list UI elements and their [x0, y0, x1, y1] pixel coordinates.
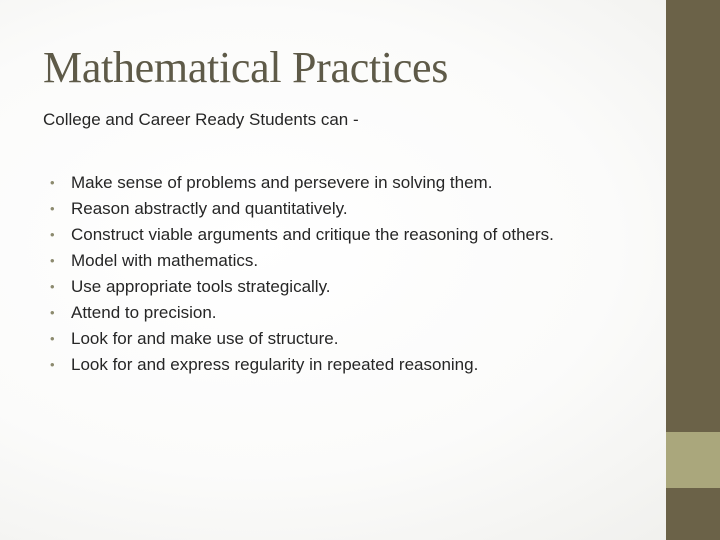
bullet-item	[50, 222, 610, 248]
bullet-text: Look for and make use of structure.	[71, 329, 339, 348]
bullet-dot: •	[50, 331, 55, 346]
bullet-text: Model with mathematics.	[71, 251, 259, 270]
bullet-text: Attend to precision.	[71, 303, 217, 322]
bullet-text: Reason abstractly and quantitatively.	[71, 199, 348, 218]
bullet-text: Make sense of problems and persevere in solving them.	[71, 173, 493, 192]
side-bar-bottom-band	[666, 488, 720, 540]
slide-title: Mathematical Practices	[43, 43, 449, 92]
bullet-dot: •	[50, 175, 55, 190]
side-bar-accent-band	[666, 432, 720, 488]
bullet-dot: •	[50, 305, 55, 320]
bullet-dot: •	[50, 227, 55, 242]
bullet-item	[50, 248, 610, 274]
slide-subtitle: College and Career Ready Students can -	[43, 110, 359, 129]
bullet-list	[50, 170, 610, 378]
bullet-item	[50, 196, 610, 222]
bullet-dot: •	[50, 279, 55, 294]
bullet-item	[50, 352, 610, 378]
bullet-item	[50, 300, 610, 326]
bullet-item	[50, 274, 610, 300]
bullet-item	[50, 326, 610, 352]
bullet-dot: •	[50, 253, 55, 268]
bullet-dot: •	[50, 201, 55, 216]
bullet-text: Look for and express regularity in repeated reasoning.	[71, 355, 479, 374]
bullet-item	[50, 170, 610, 196]
side-bar-top-band	[666, 0, 720, 432]
bullet-text: Construct viable arguments and critique the reasoning of others.	[71, 225, 554, 244]
bullet-dot: •	[50, 357, 55, 372]
decorative-side-bar	[666, 0, 720, 540]
bullet-text: Use appropriate tools strategically.	[71, 277, 331, 296]
